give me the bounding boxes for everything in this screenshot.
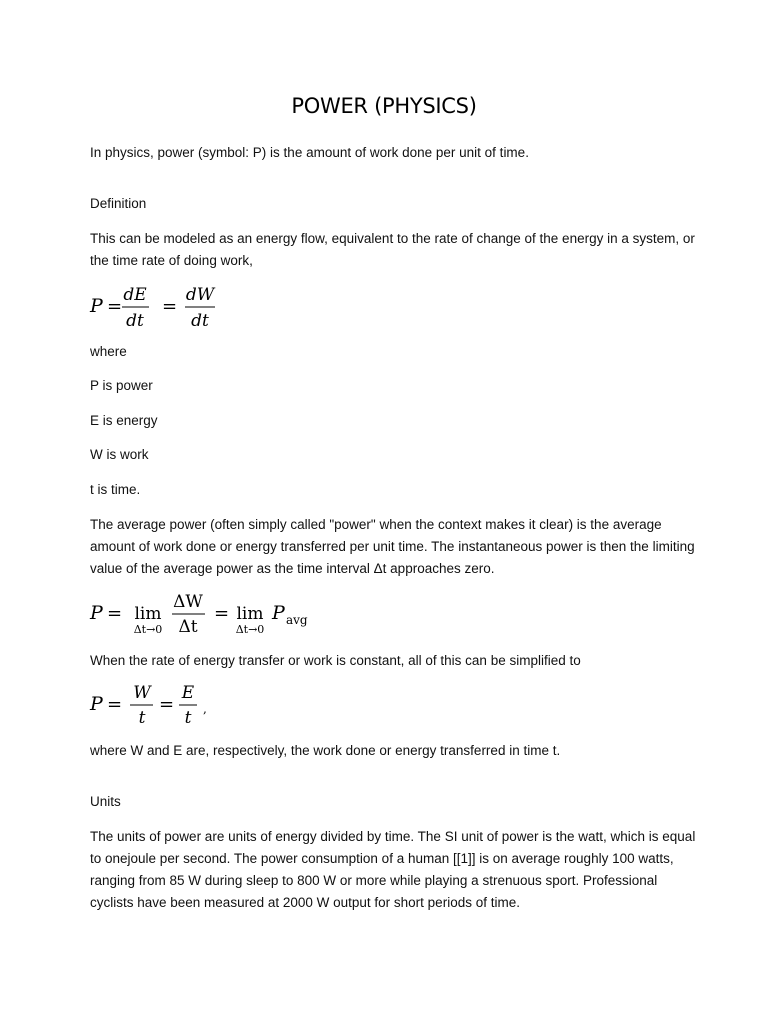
definition-paragraph: This can be modeled as an energy flow, equivalent to the rate of change of the energy in a system, or the time rate of doing work, <box>90 231 695 268</box>
eq2-lhs: P <box>90 602 103 624</box>
eq1-lhs: P <box>90 295 103 317</box>
definition-heading: Definition <box>90 196 147 211</box>
eq1-numerator-1: dE <box>123 285 147 305</box>
page-title: POWER (PHYSICS) <box>291 94 477 118</box>
eq3-denominator-2: t <box>184 708 192 728</box>
eq3-equals-2: = <box>159 694 175 715</box>
eq1-equals-1: = <box>107 296 123 317</box>
eq3-lhs: P <box>90 693 103 715</box>
equation-power-limit <box>90 588 320 640</box>
eq1-denominator-1: dt <box>126 311 144 331</box>
intro-paragraph: In physics, power (symbol: P) is the amount of work done per unit of time. <box>90 145 529 160</box>
average-power-paragraph: The average power (often simply called "power" when the context makes it clear) is the average amount of work done or energy transferred per unit time. The instantaneous power is then the limiting value of the average power as the time interval Δt approaches zero. <box>90 517 695 576</box>
constant-rate-paragraph: When the rate of energy transfer or work is constant, all of this can be simplified to <box>90 653 581 668</box>
eq2-equals-2: = <box>214 603 230 624</box>
eq1-equals-2: = <box>162 296 178 317</box>
variable-p: P is power <box>90 378 153 393</box>
variable-w: W is work <box>90 447 149 462</box>
eq3-equals-1: = <box>107 694 123 715</box>
units-paragraph: The units of power are units of energy divided by time. The SI unit of power is the watt, which is equal to onejoule per second. The power consumption of a human [[1]] is on average roughly 100 watts, ranging from 85 W during sleep to 800 W or more while playing a strenuous sport. Professional cyclists have been measured at 2000 W output for short periods of time. <box>90 829 696 910</box>
eq2-numerator: ΔW <box>173 592 203 612</box>
eq2-lim-sub-2: Δt→0 <box>235 623 265 636</box>
respectively-paragraph: where W and E are, respectively, the work done or energy transferred in time t. <box>90 743 561 758</box>
eq2-lim-1: lim <box>134 604 162 624</box>
variable-e: E is energy <box>90 413 158 428</box>
eq3-numerator-2: E <box>181 683 195 703</box>
eq3-numerator-1: W <box>133 683 151 703</box>
equation-power-derivative <box>90 280 230 332</box>
eq2-avg-subscript: avg <box>286 613 308 627</box>
eq3-denominator-1: t <box>138 708 146 728</box>
eq1-denominator-2: dt <box>191 311 209 331</box>
where-label: where <box>90 344 127 359</box>
eq2-lim-2: lim <box>236 604 264 624</box>
eq2-denominator: Δt <box>178 617 198 637</box>
eq3-comma: , <box>203 702 207 716</box>
eq1-numerator-2: dW <box>185 285 215 305</box>
units-heading: Units <box>90 794 121 809</box>
eq2-p-avg-symbol: P <box>272 602 285 624</box>
eq2-lim-sub-1: Δt→0 <box>133 623 163 636</box>
variable-t: t is time. <box>90 482 141 497</box>
eq2-equals-1: = <box>107 603 123 624</box>
equation-power-constant <box>90 679 220 731</box>
